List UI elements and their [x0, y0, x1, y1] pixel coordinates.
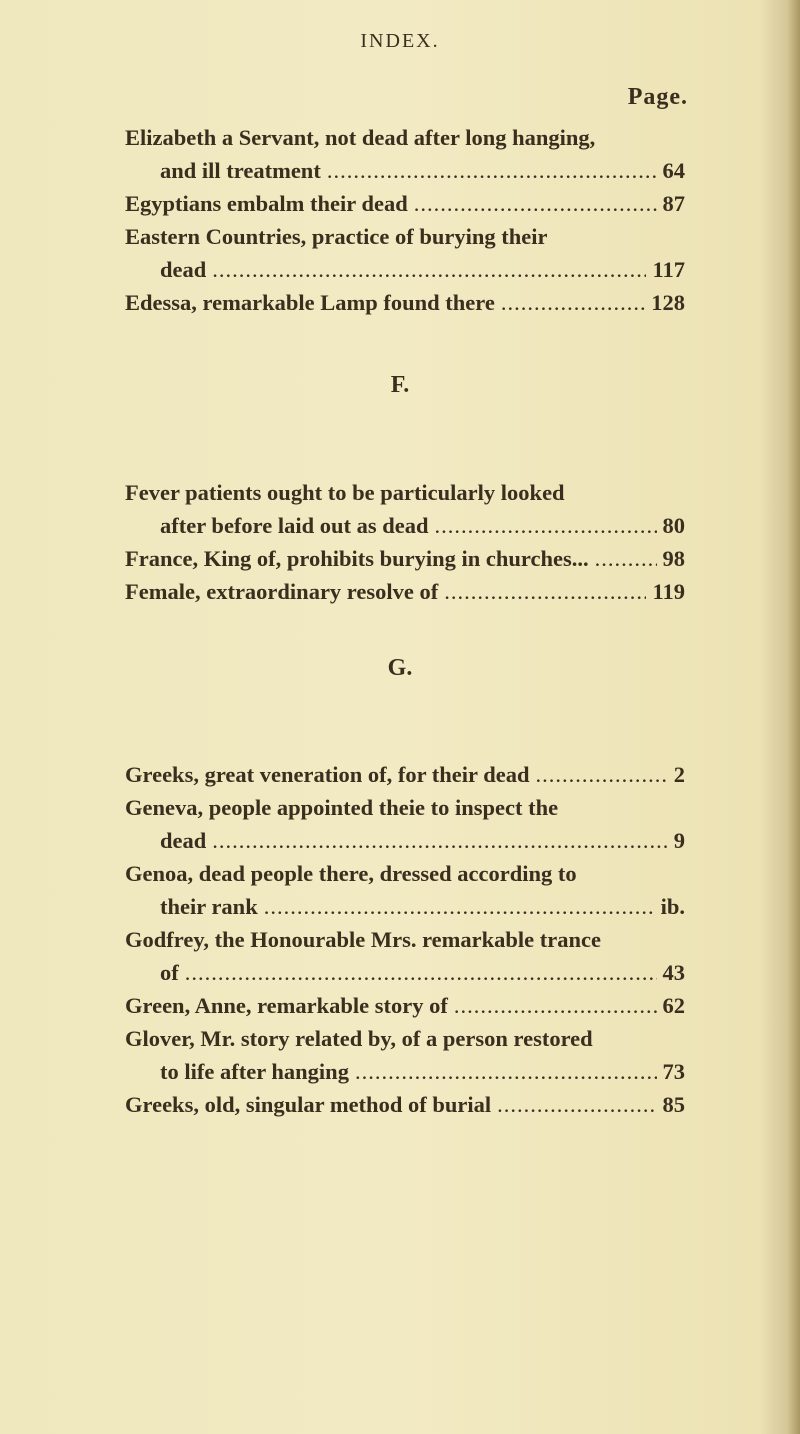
entry-text: Egyptians embalm their dead — [125, 191, 408, 216]
page-number: 2 — [673, 762, 685, 787]
page-number: 73 — [662, 1059, 685, 1084]
index-entry-line — [125, 1092, 685, 1122]
entry-text: Edessa, remarkable Lamp found there — [125, 290, 495, 315]
dot-leader — [595, 546, 657, 572]
section-letter: F. — [390, 372, 410, 398]
index-entry-line — [160, 960, 685, 990]
page-number: 62 — [662, 993, 685, 1018]
entry-text: after before laid out as dead — [160, 513, 429, 538]
index-entry-line — [125, 546, 685, 576]
index-entry-line — [160, 158, 685, 188]
dot-leader — [212, 828, 667, 854]
entry-text: Fever patients ought to be particularly looked — [125, 480, 565, 505]
page-number: 117 — [652, 257, 685, 282]
entry-text: to life after hanging — [160, 1059, 349, 1084]
index-entry-line — [125, 795, 685, 825]
entry-text: Genoa, dead people there, dressed according to — [125, 861, 577, 886]
index-entry-line — [160, 257, 685, 287]
page-number: 128 — [651, 290, 685, 315]
dot-leader — [497, 1092, 656, 1118]
index-entry-line — [125, 993, 685, 1023]
entry-text: Elizabeth a Servant, not dead after long hanging, — [125, 125, 596, 150]
dot-leader — [454, 993, 657, 1019]
entry-text: Geneva, people appointed theie to inspect the — [125, 795, 559, 820]
entry-text: Female, extraordinary resolve of — [125, 579, 439, 604]
dot-leader — [212, 257, 646, 283]
index-entry-line — [125, 861, 685, 891]
entry-text: Glover, Mr. story related by, of a person restored — [125, 1026, 593, 1051]
page-edge — [786, 0, 800, 1434]
page-column-label: Page. — [627, 84, 688, 110]
index-entry-line — [125, 762, 685, 792]
entry-text: of — [160, 960, 179, 985]
page-number: ib. — [660, 894, 685, 919]
entry-text: Greeks, great veneration of, for their dead — [125, 762, 530, 787]
dot-leader — [536, 762, 668, 788]
section-letter: G. — [387, 655, 413, 681]
entry-text: Eastern Countries, practice of burying their — [125, 224, 548, 249]
entry-text: and ill treatment — [160, 158, 321, 183]
index-entry-line — [160, 513, 685, 543]
page-number: 64 — [662, 158, 685, 183]
index-entry-line — [125, 224, 685, 254]
page-title: INDEX. — [360, 30, 440, 52]
page-number: 87 — [662, 191, 685, 216]
index-entry-line — [125, 290, 685, 320]
entry-text: dead — [160, 257, 207, 282]
entry-text: Greeks, old, singular method of burial — [125, 1092, 492, 1117]
index-entry-line — [160, 828, 685, 858]
entry-text: their rank — [160, 894, 258, 919]
entry-text: Godfrey, the Honourable Mrs. remarkable trance — [125, 927, 601, 952]
entry-text: dead — [160, 828, 207, 853]
index-entry-line — [125, 1026, 685, 1056]
page-number: 85 — [662, 1092, 685, 1117]
index-entry-line — [125, 480, 685, 510]
dot-leader — [327, 158, 657, 184]
index-entry-line — [125, 579, 685, 609]
page-number: 43 — [662, 960, 685, 985]
page-number: 9 — [673, 828, 685, 853]
entry-text: France, King of, prohibits burying in churches... — [125, 546, 589, 571]
dot-leader — [414, 191, 657, 217]
index-entry-line — [125, 191, 685, 221]
index-entry-line — [160, 894, 685, 924]
dot-leader — [185, 960, 657, 986]
index-entry-line — [160, 1059, 685, 1089]
dot-leader — [435, 513, 657, 539]
page-number: 98 — [662, 546, 685, 571]
index-entry-line — [125, 125, 685, 155]
dot-leader — [501, 290, 645, 316]
dot-leader — [355, 1059, 657, 1085]
page-number: 80 — [662, 513, 685, 538]
dot-leader — [264, 894, 655, 920]
entry-text: Green, Anne, remarkable story of — [125, 993, 448, 1018]
page-number: 119 — [652, 579, 685, 604]
dot-leader — [444, 579, 646, 605]
index-entry-line — [125, 927, 685, 957]
